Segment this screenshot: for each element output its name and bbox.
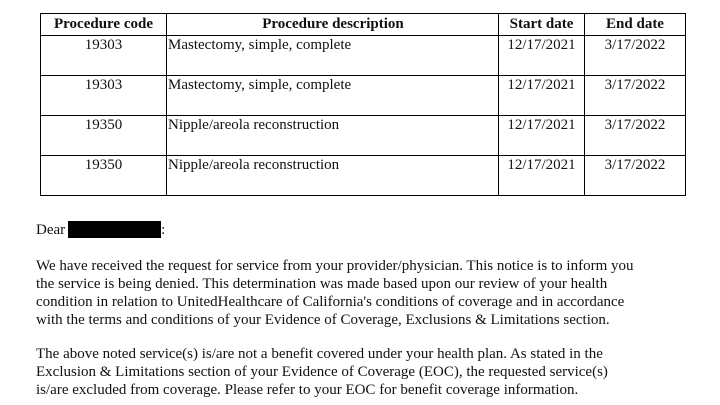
procedure-code-cell: 19303	[41, 76, 167, 116]
paragraph-line: the service is being denied. This determination was made based upon our review of your health	[36, 276, 608, 292]
salutation-suffix: :	[161, 222, 166, 238]
salutation-prefix: Dear	[36, 222, 66, 238]
table-row	[41, 156, 686, 196]
end-date-cell: 3/17/2022	[585, 156, 686, 196]
procedure-description-cell: Nipple/areola reconstruction	[167, 156, 499, 196]
denial-notice-paragraph	[36, 257, 686, 329]
table-row	[41, 116, 686, 156]
paragraph-line: condition in relation to UnitedHealthcare of California's conditions of coverage and in accordance	[36, 294, 625, 310]
paragraph-line: We have received the request for service from your provider/physician. This notice is to inform you	[36, 258, 634, 274]
header-procedure-description: Procedure description	[167, 14, 499, 36]
procedure-table	[40, 13, 686, 196]
procedure-code-cell: 19303	[41, 36, 167, 76]
start-date-cell: 12/17/2021	[499, 156, 585, 196]
paragraph-line: Exclusion & Limitations section of your Evidence of Coverage (EOC), the requested service(s)	[36, 364, 608, 380]
table-row	[41, 76, 686, 116]
header-end-date: End date	[585, 14, 686, 36]
start-date-cell: 12/17/2021	[499, 116, 585, 156]
header-start-date: Start date	[499, 14, 585, 36]
procedure-code-cell: 19350	[41, 156, 167, 196]
end-date-cell: 3/17/2022	[585, 116, 686, 156]
start-date-cell: 12/17/2021	[499, 76, 585, 116]
salutation	[36, 221, 165, 239]
paragraph-line: is/are excluded from coverage. Please refer to your EOC for benefit coverage information.	[36, 382, 579, 398]
procedure-code-cell: 19350	[41, 116, 167, 156]
end-date-cell: 3/17/2022	[585, 36, 686, 76]
end-date-cell: 3/17/2022	[585, 76, 686, 116]
table-row	[41, 36, 686, 76]
header-procedure-code: Procedure code	[41, 14, 167, 36]
paragraph-line: with the terms and conditions of your Evidence of Coverage, Exclusions & Limitations section.	[36, 312, 610, 328]
table-header-row	[41, 14, 686, 36]
procedure-description-cell: Mastectomy, simple, complete	[167, 36, 499, 76]
exclusion-paragraph	[36, 345, 686, 399]
start-date-cell: 12/17/2021	[499, 36, 585, 76]
procedure-description-cell: Nipple/areola reconstruction	[167, 116, 499, 156]
paragraph-line: The above noted service(s) is/are not a benefit covered under your health plan. As stated in the	[36, 346, 603, 362]
procedure-description-cell: Mastectomy, simple, complete	[167, 76, 499, 116]
redacted-name-block	[68, 221, 161, 238]
